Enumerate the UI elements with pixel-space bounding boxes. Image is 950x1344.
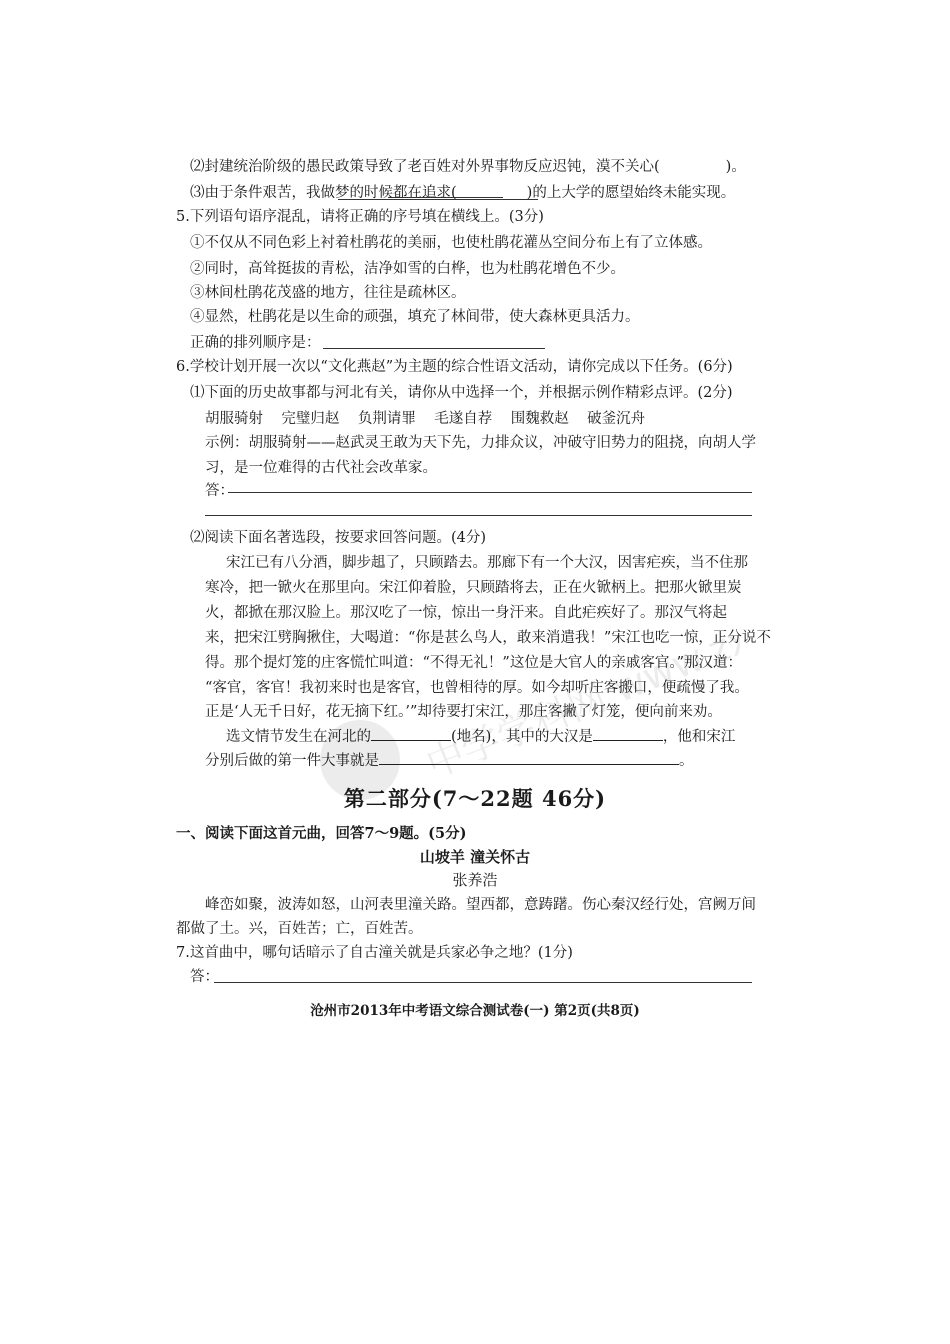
q6-q2-text-b: 。: [679, 753, 694, 769]
q5-answer-label: 正确的排列顺序是：: [190, 335, 321, 351]
q6-man-blank[interactable]: [593, 726, 663, 741]
q6-part1-stem: ⑴下面的历史故事都与河北有关，请你从中选择一个，并根据示例作精彩点评。(2分): [190, 385, 733, 401]
q4-item2-text: ⑵封建统治阶级的愚民政策导致了老百姓对外界事物反应迟钝，漠不关心(: [190, 159, 660, 175]
q6-passage-line2: 寒冷，把一锨火在那里向。宋江仰着脸，只顾踏将去，正在火锨柄上。把那火锨里炭: [205, 580, 742, 596]
poem-line1: 峰峦如聚，波涛如怒，山河表里潼关路。望西都，意踌躇。伤心秦汉经行处，宫阙万间: [205, 897, 756, 913]
watermark-text: 中学学科网 www.zxxk.com: [419, 590, 740, 787]
q6-part2-question-line2: [205, 750, 694, 772]
q6-part1-answer-label: 答：: [205, 483, 234, 499]
q6-stories-list: 胡服骑射 完璧归赵 负荆请罪 毛遂自荐 围魏救赵 破釜沉舟: [205, 411, 646, 427]
q4-item2: [190, 156, 746, 178]
q6-event-blank[interactable]: [379, 750, 679, 765]
q6-place-blank[interactable]: [371, 726, 451, 741]
q4-item3-text-b: )的上大学的愿望始终未能实现。: [526, 185, 736, 201]
q6-part2-question-line1: [226, 726, 735, 748]
q7-answer-line[interactable]: [214, 982, 752, 983]
q5-sentence-1: ①不仅从不同色彩上衬着杜鹃花的美丽，也使杜鹃花灌丛空间分布上有了立体感。: [190, 235, 712, 251]
q5-answer: [190, 332, 321, 354]
q4-item2-underline: [338, 199, 538, 200]
q5-sentence-3: ③林间杜鹃花茂盛的地方，往往是疏林区。: [190, 285, 466, 301]
part2-section1-stem: 一、阅读下面这首元曲，回答7～9题。(5分): [176, 825, 467, 842]
page-footer: 沧州市2013年中考语文综合测试卷(一) 第2页(共8页): [310, 1003, 640, 1019]
q6-example-line1: 示例：胡服骑射——赵武灵王敢为天下先，力排众议，冲破守旧势力的阻挠，向胡人学: [205, 435, 756, 451]
q4-item3-blank[interactable]: [457, 183, 527, 197]
q6-q2-text-a: 分别后做的第一件大事就是: [205, 753, 379, 769]
q6-passage-line6: “客官，客官！我初来时也是客官，也曾相待的厚。如今却听庄客搬口，便疏慢了我。: [205, 680, 749, 696]
q6-part1-answer-line2[interactable]: [205, 515, 752, 516]
q5-sentence-4: ④显然，杜鹃花是以生命的顽强，填充了林间带，使大森林更具活力。: [190, 309, 640, 325]
q7-stem: 7.这首曲中，哪句话暗示了自古潼关就是兵家必争之地？(1分): [176, 945, 573, 961]
q6-passage-line7: 正是‘人无千日好，花无摘下红。’”却待要打宋江，那庄客撇了灯笼，便向前来劝。: [205, 704, 722, 720]
q6-passage-line3: 火，都掀在那汉脸上。那汉吃了一惊，惊出一身汗来。自此疟疾好了。那汉气将起: [205, 605, 727, 621]
q7-answer-label: 答：: [190, 969, 219, 985]
q5-sentence-2: ②同时，高耸挺拔的青松，洁净如雪的白桦，也为杜鹃花增色不少。: [190, 261, 625, 277]
poem-line2: 都做了土。兴，百姓苦；亡，百姓苦。: [176, 921, 423, 937]
q6-q-text-c: ，他和宋江: [662, 729, 736, 745]
poem-title: 山坡羊 潼关怀古: [419, 848, 531, 866]
q4-item3: [190, 182, 735, 204]
q6-part1-answer-line1[interactable]: [228, 492, 752, 493]
q4-item2-close: )。: [725, 159, 746, 175]
q4-item2-blank[interactable]: [660, 157, 726, 171]
q6-q-text-b: (地名)，其中的大汉是: [451, 729, 593, 745]
poem-author: 张养浩: [452, 871, 498, 889]
q6-passage-line4: 来，把宋江劈胸揪住，大喝道：“你是甚么鸟人，敢来消遣我！”宋江也吃一惊，正分说不: [205, 630, 771, 646]
q6-example-line2: 习，是一位难得的古代社会改革家。: [205, 460, 437, 476]
q6-passage-line5: 得。那个提灯笼的庄客慌忙叫道：“不得无礼！”这位是大官人的亲戚客官。”那汉道：: [205, 655, 742, 671]
q4-item3-underline: [388, 197, 503, 198]
q5-answer-blank[interactable]: [323, 348, 545, 349]
q6-q-text-a: 选文情节发生在河北的: [226, 729, 371, 745]
q6-part2-stem: ⑵阅读下面名著选段，按要求回答问题。(4分): [190, 530, 487, 546]
q6-stem: 6.学校计划开展一次以“文化燕赵”为主题的综合性语文活动，请你完成以下任务。(6分): [176, 359, 733, 375]
q4-item3-text-a: ⑶由于条件艰苦，我做梦的时候都在追求(: [190, 185, 457, 201]
q6-passage-line1: 宋江已有八分酒，脚步趄了，只顾踏去。那廊下有一个大汉，因害疟疾，当不住那: [226, 555, 748, 571]
part2-title: 第二部分(7～22题 46分): [343, 786, 607, 811]
q5-stem: 5.下列语句语序混乱，请将正确的序号填在横线上。(3分): [176, 209, 544, 225]
